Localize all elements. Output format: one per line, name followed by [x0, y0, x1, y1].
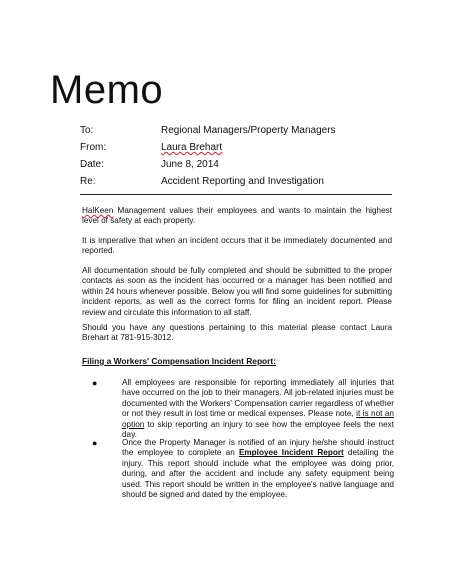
section-heading: Filing a Workers' Compensation Incident Report:: [82, 356, 277, 366]
to-value: Regional Managers/Property Managers: [161, 125, 336, 136]
header-row-date: [80, 156, 390, 173]
bullet-2-text-b: detailing the injury. This report should include what the employee was doing prior, during, and after the accident and include any safety equipment being used. This report should be written in the employee's native language and should be signed and dated by the employee.: [122, 448, 394, 500]
re-label: Re:: [80, 176, 96, 187]
date-value: June 8, 2014: [161, 159, 219, 170]
paragraph-imperative: It is imperative that when an incident occurs that it be immediately documented and reported.: [82, 236, 392, 256]
paragraph-contact: Should you have any questions pertaining to this material please contact Laura Brehart at 781-915-3012.: [82, 323, 392, 343]
re-value: Accident Reporting and Investigation: [161, 176, 324, 187]
company-name: HalKeen: [82, 206, 114, 215]
bullet-1-text-b: to skip reporting an injury to see how the employee feels the next day.: [122, 419, 394, 440]
bullet-1-emphasis: it is not an option: [122, 409, 394, 429]
memo-header: [80, 122, 390, 190]
header-row-from: [80, 139, 390, 156]
header-divider: [80, 194, 392, 195]
header-row-re: [80, 173, 390, 190]
paragraph-intro: [82, 206, 392, 227]
paragraph-intro-text: Management values their employees and wants to maintain the highest level of safety at each property.: [82, 206, 392, 226]
header-row-to: [80, 122, 390, 139]
bullet-text: [122, 378, 394, 440]
paragraph-documentation: All documentation should be fully completed and should be submitted to the proper contacts as soon as the incident has occurred or a manager has been notified and within 24 hours whenever possible. Below you will find some guidelines for submitting incident reports, as well as the correct forms for filing an incident report. Please review and circulate this information to all staff.: [82, 266, 392, 317]
to-label: To:: [80, 125, 94, 136]
bullet-icon: ●: [92, 438, 98, 448]
memo-title: Memo: [50, 68, 164, 112]
from-value: Laura Brehart: [161, 142, 223, 153]
from-label: From:: [80, 142, 107, 153]
bullet-text: [122, 438, 394, 500]
bullet-2-emphasis: Employee Incident Report: [238, 448, 344, 458]
bullet-2-text-a: Once the Property Manager is notified of an injury he/she should instruct the employee to complete an: [122, 438, 394, 458]
bullet-icon: ●: [92, 378, 98, 388]
bullet-1-text-a: All employees are responsible for reporting immediately all injuries that have occurred on the job to their managers. All job-related injuries must be documented with the Workers' Compensation carrier regardless of whether or not they result in lost time or medical expenses. Please note,: [122, 378, 394, 419]
date-label: Date:: [80, 159, 104, 170]
